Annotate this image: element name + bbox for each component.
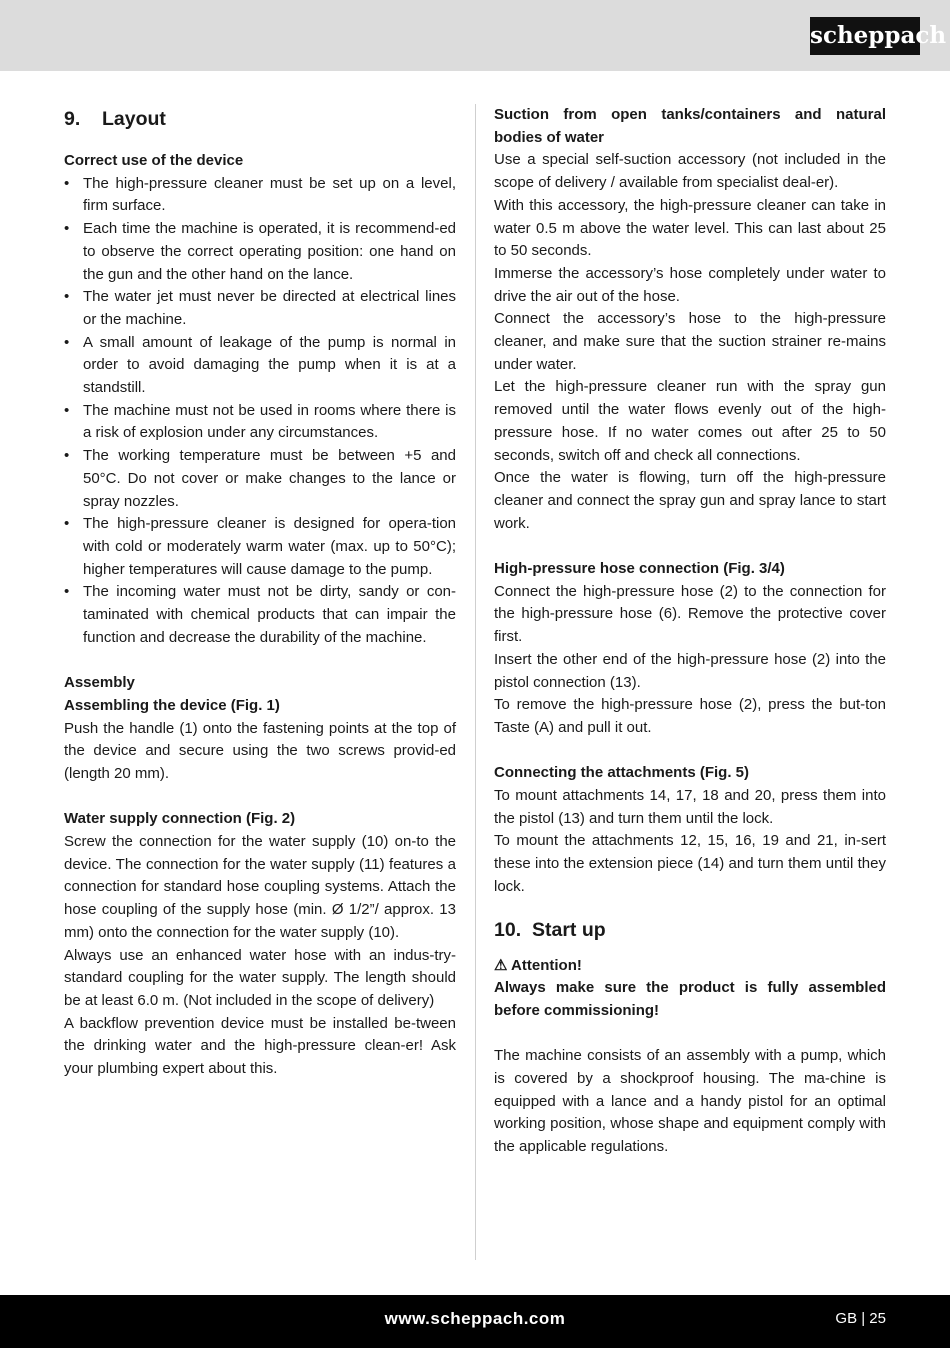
section-title: Layout	[102, 108, 166, 130]
water-supply-text: A backflow prevention device must be installed be-tween the drinking water and the high-pressure clean-er! Ask your plumbing expert about this.	[64, 1014, 456, 1078]
section-heading-start-up	[494, 915, 886, 945]
list-item: • A small amount of leakage of the pump is normal in order to avoid damaging the pump when it is at a standstill.	[64, 332, 456, 400]
hose-text: Connect the high-pressure hose (2) to the connection for the high-pressure hose (6). Remove the protective cover first.	[494, 582, 886, 646]
suction-text: Once the water is flowing, turn off the high-pressure cleaner and connect the spray gun and spray lance to start work.	[494, 469, 886, 532]
column-divider	[475, 104, 476, 1260]
suction-text: Immerse the accessory’s hose completely under water to drive the air out of the hose.	[494, 264, 886, 305]
hose-text: Insert the other end of the high-pressure hose (2) into the pistol connection (13).	[494, 650, 886, 691]
attachments-heading: Connecting the attachments (Fig. 5)	[494, 764, 750, 782]
page-footer	[0, 1295, 950, 1348]
list-item: • The machine must not be used in rooms where there is a risk of explosion under any circumstances.	[64, 400, 456, 445]
list-item: • The water jet must never be directed at electrical lines or the machine.	[64, 286, 456, 331]
suction-heading: Suction from open tanks/containers and natural bodies of water	[494, 106, 886, 146]
website-link[interactable]: www.scheppach.com	[384, 1309, 566, 1328]
hose-text: To remove the high-pressure hose (2), press the but-ton Taste (A) and pull it out.	[494, 696, 886, 736]
brand-logo: scheppach	[810, 17, 920, 55]
hose-heading: High-pressure hose connection (Fig. 3/4)	[494, 560, 785, 578]
attention-text: Always make sure the product is fully assembled before commissioning!	[494, 979, 886, 1019]
suction-text: With this accessory, the high-pressure cleaner can take in water 0.5 m above the water level. This can last about 25 to 50 seconds.	[494, 196, 886, 260]
water-supply-text: Screw the connection for the water supply (10) on-to the device. The connection for the water supply (11) features a connection for standard hose coupling systems. Attach the hose coupling of the supply hose (min. Ø 1/2”/ approx. 13 mm) onto the connection for the water supply (10).	[64, 833, 456, 941]
section-heading-layout	[64, 104, 456, 134]
suction-text: Use a special self-suction accessory (not included in the scope of delivery / available from specialist deal-er).	[494, 151, 886, 192]
attention-label: ⚠ Attention!	[494, 956, 582, 974]
suction-text: Connect the accessory’s hose to the high-pressure cleaner, and make sure that the suction strainer re-mains under water.	[494, 310, 886, 373]
list-item: • The working temperature must be between +5 and 50°C. Do not cover or make changes to the lance or spray nozzles.	[64, 445, 456, 513]
page-header	[0, 0, 950, 71]
page-number: GB | 25	[835, 1310, 886, 1327]
left-column	[64, 104, 456, 1081]
section-number: 9.	[64, 108, 81, 130]
correct-use-list	[64, 173, 456, 650]
start-up-text: The machine consists of an assembly with a pump, which is covered by a shockproof housing. The ma-chine is equipped with a lance and a handy pistol for an optimal working position, whose shape and equipment comply with the applicable regulations.	[494, 1047, 886, 1156]
list-item: • The incoming water must not be dirty, sandy or con-taminated with chemical products that can impair the function and decrease the durability of the machine.	[64, 581, 456, 649]
list-item: • The high-pressure cleaner must be set up on a level, firm surface.	[64, 173, 456, 218]
suction-text: Let the high-pressure cleaner run with the spray gun removed until the water flows evenly out of the high-pressure hose. If no water comes out after 25 to 50 seconds, switch off and check all connections.	[494, 378, 886, 464]
assembly-heading: Assembly	[64, 674, 135, 692]
section-title: Start up	[532, 918, 606, 941]
list-item: • The high-pressure cleaner is designed for opera-tion with cold or moderately warm water (max. up to 50°C); higher temperatures will cause damage to the pump.	[64, 513, 456, 581]
list-item: • Each time the machine is operated, it is recommend-ed to observe the correct operating position: one hand on the gun and the other hand on the lance.	[64, 218, 456, 286]
attachments-text: To mount the attachments 12, 15, 16, 19 and 21, in-sert these into the extension piece (14) and turn them until they lock.	[494, 832, 886, 895]
assembling-text: Push the handle (1) onto the fastening points at the top of the device and secure using the two screws provid-ed (length 20 mm).	[64, 719, 456, 782]
assembling-heading: Assembling the device (Fig. 1)	[64, 696, 280, 714]
correct-use-heading: Correct use of the device	[64, 152, 244, 169]
right-column	[494, 104, 886, 1159]
section-number: 10.	[494, 918, 522, 941]
attachments-text: To mount attachments 14, 17, 18 and 20, press them into the pistol (13) and turn them until the lock.	[494, 787, 886, 827]
water-supply-text: Always use an enhanced water hose with an indus-try-standard coupling for the water supply. The length should be at least 6.0 m. (Not included in the scope of delivery)	[64, 946, 456, 1009]
water-supply-heading: Water supply connection (Fig. 2)	[64, 810, 296, 828]
